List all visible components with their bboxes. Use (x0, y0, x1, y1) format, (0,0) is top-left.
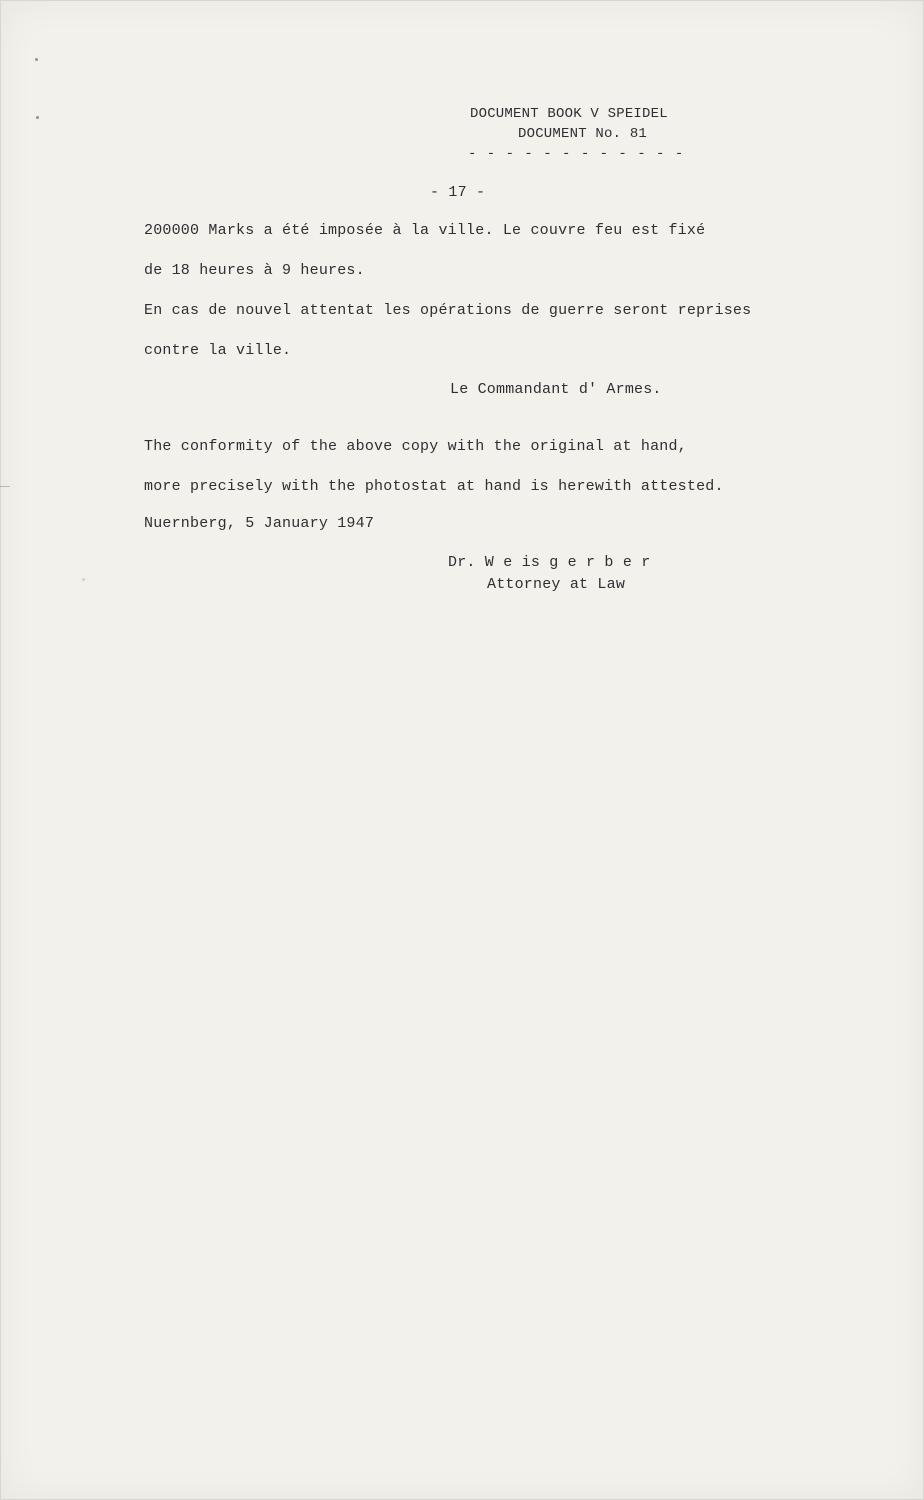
place-date: Nuernberg, 5 January 1947 (144, 515, 375, 532)
french-text-line-2: de 18 heures à 9 heures. (144, 262, 365, 279)
document-number: DOCUMENT No. 81 (518, 126, 648, 142)
certification-line-2: more precisely with the photostat at hand is herewith attested. (144, 478, 724, 495)
page-number: - 17 - (430, 184, 486, 201)
certification-line-1: The conformity of the above copy with the original at hand, (144, 438, 687, 455)
paper-speck (82, 578, 85, 581)
signatory-name: Dr. W e is g e r b e r (448, 554, 651, 571)
header-rule: - - - - - - - - - - - - (468, 146, 685, 162)
french-text-line-4: contre la ville. (144, 342, 292, 359)
edge-mark (0, 486, 10, 487)
paper-speck (36, 116, 39, 119)
french-text-line-1: 200000 Marks a été imposée à la ville. Le couvre feu est fixé (144, 222, 706, 239)
commandant-signature: Le Commandant d' Armes. (450, 381, 662, 398)
document-book-header: DOCUMENT BOOK V SPEIDEL (470, 106, 668, 122)
paper-speck (35, 58, 38, 61)
french-text-line-3: En cas de nouvel attentat les opérations de guerre seront reprises (144, 302, 752, 319)
signatory-title: Attorney at Law (487, 576, 626, 593)
